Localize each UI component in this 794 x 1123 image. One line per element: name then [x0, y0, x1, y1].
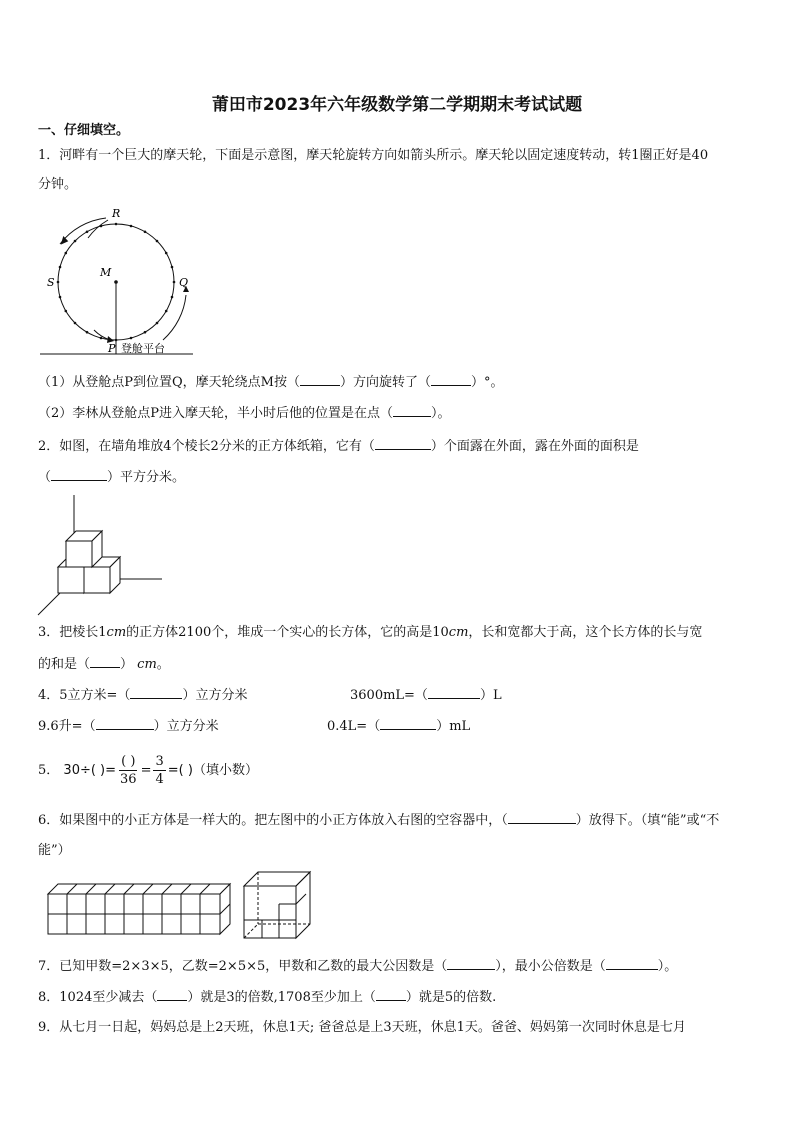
- wheel-dot: [86, 231, 89, 234]
- wheel-dot: [74, 240, 77, 243]
- answer-blank[interactable]: [90, 655, 120, 668]
- q8-line: 8．1024至少减去（ ）就是3的倍数,1708至少加上（ ）就是5的倍数.: [38, 990, 497, 1005]
- wheel-dot: [59, 296, 62, 299]
- answer-blank[interactable]: [428, 686, 480, 699]
- q1-line1: 1．河畔有一个巨大的摩天轮，下面是示意图，摩天轮旋转方向如箭头所示。摩天轮以固定速度转动，转1圈正好是40: [38, 148, 709, 163]
- wheel-dot: [171, 296, 174, 299]
- wheel-dot: [59, 266, 62, 269]
- q9-line1: 9．从七月一日起，妈妈总是上2天班，休息1天; 爸爸总是上3天班，休息1天。爸爸、妈妈第一次同时休息是七月: [38, 1020, 686, 1035]
- answer-blank[interactable]: [375, 437, 431, 450]
- q4-item-a: 4．5立方米=（ ）立方分米: [38, 688, 248, 703]
- label-M: M: [100, 266, 112, 279]
- label-platform: 登舱平台: [121, 342, 165, 355]
- stacked-cubes-figure: [38, 495, 168, 620]
- wheel-dot: [100, 337, 103, 340]
- wheel-dot: [130, 337, 133, 340]
- q5-equation: 5． 30÷( )= $\frac{( )}{36}$ = $\frac{3}{4}$ =( )（填小数）: [38, 754, 258, 787]
- q3-line1: 3．把棱长1cm的正方体2100个，堆成一个实心的长方体，它的高是10cm，长和宽都大于高，这个长方体的长与宽: [38, 625, 703, 640]
- ferris-wheel-figure: [38, 200, 208, 360]
- wheel-dot: [144, 331, 147, 334]
- wheel-dot: [130, 225, 133, 228]
- q4-item-c: 9.6升=（ ）立方分米: [38, 719, 219, 734]
- answer-blank[interactable]: [130, 686, 182, 699]
- q1-line2: 分钟。: [38, 177, 78, 192]
- answer-blank[interactable]: [606, 957, 658, 970]
- q2-line2: （ ）平方分米。: [38, 470, 186, 485]
- answer-blank[interactable]: [508, 811, 576, 824]
- wheel-dot: [156, 322, 159, 325]
- container-figure: [240, 868, 320, 940]
- answer-blank[interactable]: [380, 717, 436, 730]
- wheel-dot: [74, 322, 77, 325]
- wheel-dot: [144, 231, 147, 234]
- answer-blank[interactable]: [157, 988, 187, 1001]
- fraction: $\frac{3}{4}$: [155, 754, 164, 787]
- cube-row-figure: [44, 880, 234, 940]
- label-R: R: [112, 207, 121, 220]
- q1-sub1: （1）从登舱点P到位置Q，摩天轮绕点M按（ ）方向旋转了（ ）°。: [38, 375, 504, 390]
- fraction: $\frac{( )}{36}$: [120, 754, 137, 787]
- wheel-dot: [171, 266, 174, 269]
- answer-blank[interactable]: [431, 373, 471, 386]
- wheel-dot: [156, 240, 159, 243]
- answer-blank[interactable]: [300, 373, 340, 386]
- q4-item-d: 0.4L=（ ）mL: [327, 719, 471, 734]
- wheel-dot: [173, 281, 176, 284]
- answer-blank[interactable]: [393, 404, 431, 417]
- answer-blank[interactable]: [447, 957, 495, 970]
- answer-blank[interactable]: [376, 988, 406, 1001]
- q2-line1: 2．如图，在墙角堆放4个棱长2分米的正方体纸箱，它有（ ）个面露在外面，露在外面的面积是: [38, 439, 639, 454]
- section-heading: 一、仔细填空。: [38, 123, 130, 138]
- wheel-dot: [57, 281, 60, 284]
- wheel-dot: [65, 252, 68, 255]
- label-S: S: [47, 276, 55, 289]
- wheel-dot: [165, 252, 168, 255]
- q6-line2: 能”）: [38, 843, 71, 858]
- page-title: 莆田市2023年六年级数学第二学期期末考试试题: [211, 95, 583, 115]
- q4-item-b: 3600mL=（ ）L: [350, 688, 502, 703]
- q6-line1: 6．如果图中的小正方体是一样大的。把左图中的小正方体放入右图的空容器中，（ ）放得下。（填“能”或“不: [38, 813, 720, 828]
- wheel-dot: [86, 331, 89, 334]
- wheel-dot: [165, 310, 168, 313]
- q7-line: 7．已知甲数=2×3×5，乙数=2×5×5，甲数和乙数的最大公因数是（ ），最小公倍数是（ ）。: [38, 959, 678, 974]
- label-Q: Q: [179, 276, 189, 289]
- q3-line2: 的和是（ ） cm。: [38, 657, 170, 672]
- q1-sub2: （2）李林从登舱点P进入摩天轮，半小时后他的位置是在点（ ）。: [38, 406, 451, 421]
- wheel-dot: [115, 223, 118, 226]
- answer-blank[interactable]: [96, 717, 154, 730]
- label-P: P: [108, 342, 116, 355]
- answer-blank[interactable]: [51, 468, 107, 481]
- wheel-dot: [65, 310, 68, 313]
